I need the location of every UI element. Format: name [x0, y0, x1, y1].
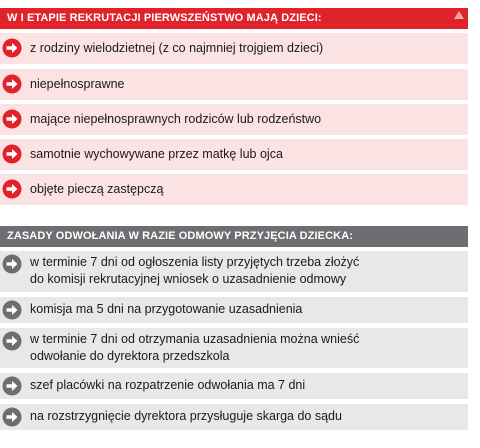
arrow-right-circle-icon	[2, 376, 22, 396]
section-appeal-title: ZASADY ODWOŁANIA W RAZIE ODMOWY PRZYJĘCIA DZIECKA:	[7, 230, 353, 242]
appeal-item-line: komisja ma 5 dni na przygotowanie uzasadnienia	[30, 302, 303, 316]
appeal-item-line: na rozstrzygnięcie dyrektora przysługuje skarga do sądu	[30, 409, 342, 423]
section-priority-title: W I ETAPIE REKRUTACJI PIERWSZEŃSTWO MAJĄ DZIECI:	[7, 12, 322, 24]
priority-item-text: samotnie wychowywane przez matkę lub ojca	[30, 147, 283, 161]
appeal-item-line: odwołanie do dyrektora przedszkola	[30, 349, 230, 363]
appeal-item	[0, 251, 468, 292]
appeal-item-line: szef placówki na rozpatrzenie odwołania ma 7 dni	[30, 378, 306, 392]
appeal-item	[0, 404, 468, 430]
appeal-item-line: w terminie 7 dni od ogłoszenia listy przyjętych trzeba złożyć	[30, 255, 360, 269]
appeal-item	[0, 328, 468, 368]
appeal-item-line: do komisji rekrutacyjnej wniosek o uzasadnienie odmowy	[30, 272, 347, 286]
arrow-right-circle-icon	[2, 179, 22, 199]
priority-item	[0, 104, 468, 135]
priority-item-text: objęte pieczą zastępczą	[30, 182, 164, 196]
section-appeal-header	[0, 226, 468, 247]
appeal-item	[0, 373, 468, 399]
appeal-item	[0, 297, 468, 323]
arrow-right-circle-icon	[2, 38, 22, 58]
arrow-right-circle-icon	[2, 109, 22, 129]
section-priority-header	[0, 8, 468, 29]
priority-item	[0, 174, 468, 205]
arrow-right-circle-icon	[2, 74, 22, 94]
corner-mark-icon	[454, 11, 464, 19]
arrow-right-circle-icon	[2, 144, 22, 164]
priority-item	[0, 33, 468, 64]
arrow-right-circle-icon	[2, 407, 22, 427]
arrow-right-circle-icon	[2, 300, 22, 320]
priority-item-text: mające niepełnosprawnych rodziców lub rodzeństwo	[30, 112, 322, 126]
appeal-item-line: w terminie 7 dni od otrzymania uzasadnienia można wnieść	[30, 332, 360, 346]
priority-item	[0, 69, 468, 100]
arrow-right-circle-icon	[2, 254, 22, 274]
priority-item-text: niepełnosprawne	[30, 77, 125, 91]
arrow-right-circle-icon	[2, 331, 22, 351]
priority-item	[0, 139, 468, 170]
priority-item-text: z rodziny wielodzietnej (z co najmniej trojgiem dzieci)	[30, 41, 324, 55]
